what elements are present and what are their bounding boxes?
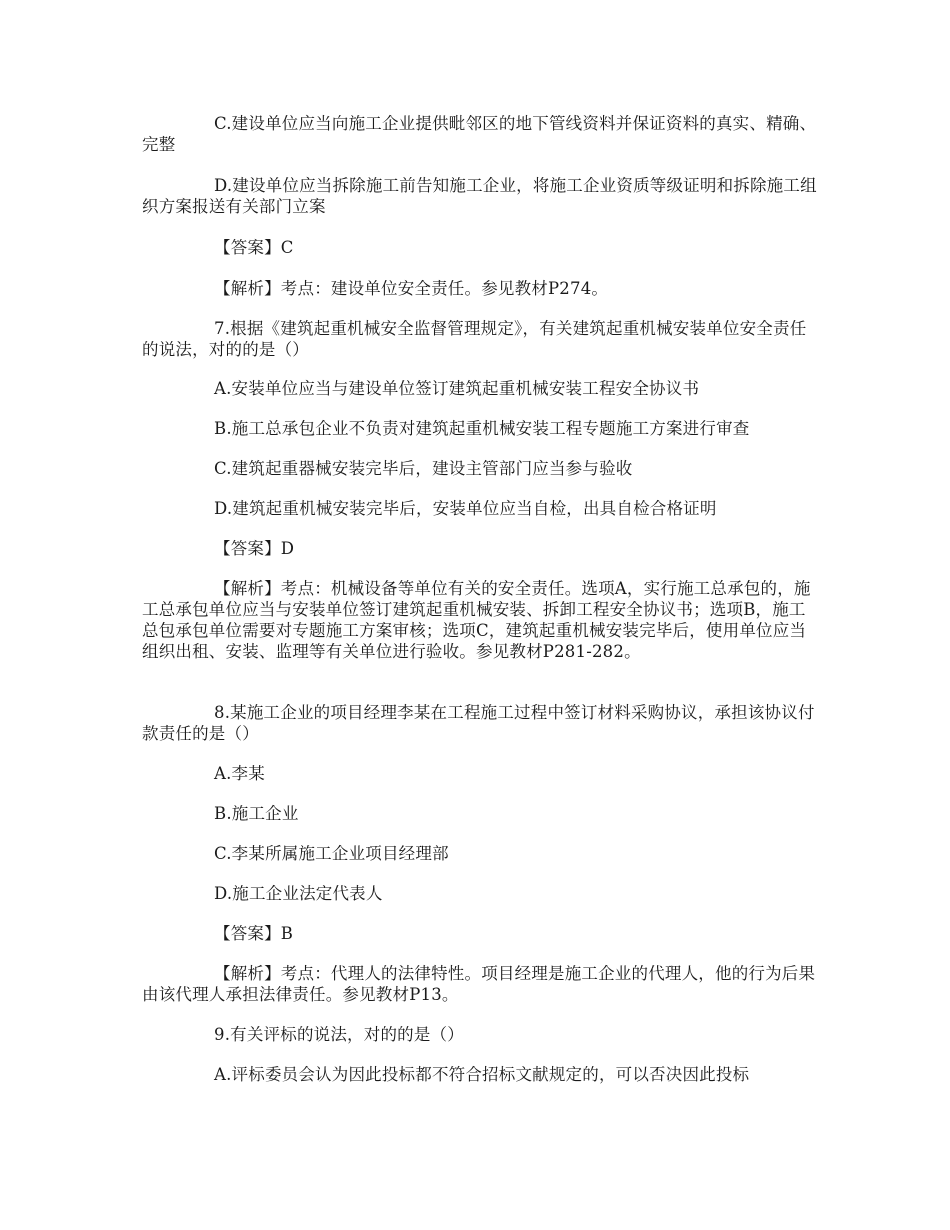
question-7: 7.根据《建筑起重机械安全监督管理规定》，有关建筑起重机械安装单位安全责任的说法，对的的是（） — [142, 319, 807, 359]
option-d-q7: D.建筑起重机械安装完毕后，安装单位应当自检，出具自检合格证明 — [214, 499, 717, 518]
option-a-q9: A.评标委员会认为因此投标都不符合招标文献规定的，可以否决因此投标 — [214, 1065, 750, 1084]
option-d-q8: D.施工企业法定代表人 — [214, 884, 383, 903]
option-d-q6: D.建设单位应当拆除施工前告知施工企业，将施工企业资质等级证明和拆除施工组织方案报送有关部门立案 — [142, 176, 817, 216]
question-8: 8.某施工企业的项目经理李某在工程施工过程中签订材料采购协议，承担该协议付款责任的是（） — [142, 703, 815, 743]
analysis-q8: 【解析】考点：代理人的法律特性。项目经理是施工企业的代理人，他的行为后果由该代理人承担法律责任。参见教材P13。 — [142, 964, 816, 1004]
option-b-q7: B.施工总承包企业不负责对建筑起重机械安装工程专题施工方案进行审查 — [214, 419, 750, 438]
analysis-q6: 【解析】考点：建设单位安全责任。参见教材P274。 — [214, 279, 609, 298]
option-b-q8: B.施工企业 — [214, 804, 299, 823]
analysis-q7: 【解析】考点：机械设备等单位有关的安全责任。选项A，实行施工总承包的，施工总承包单位应当与安装单位签订建筑起重机械安装、拆卸工程安全协议书；选项B，施工总包承包单位需要对专题施工方案审核；选项C，建筑起重机械安装完毕后，使用单位应当组织出租、安装、监理等有关单位进行验收。参见教材P281-282。 — [142, 579, 811, 661]
option-c-q8: C.李某所属施工企业项目经理部 — [214, 844, 449, 863]
option-a-q8: A.李某 — [214, 764, 265, 783]
answer-q7: 【答案】D — [214, 539, 295, 558]
option-c-q7: C.建筑起重器械安装完毕后，建设主管部门应当参与验收 — [214, 459, 633, 478]
option-c-q6: C.建设单位应当向施工企业提供毗邻区的地下管线资料并保证资料的真实、精确、完整 — [142, 114, 817, 154]
option-a-q7: A.安装单位应当与建设单位签订建筑起重机械安装工程安全协议书 — [214, 379, 700, 398]
question-9: 9.有关评标的说法，对的的是（） — [214, 1025, 464, 1044]
answer-q6: 【答案】C — [214, 238, 294, 257]
answer-q8: 【答案】B — [214, 924, 294, 943]
